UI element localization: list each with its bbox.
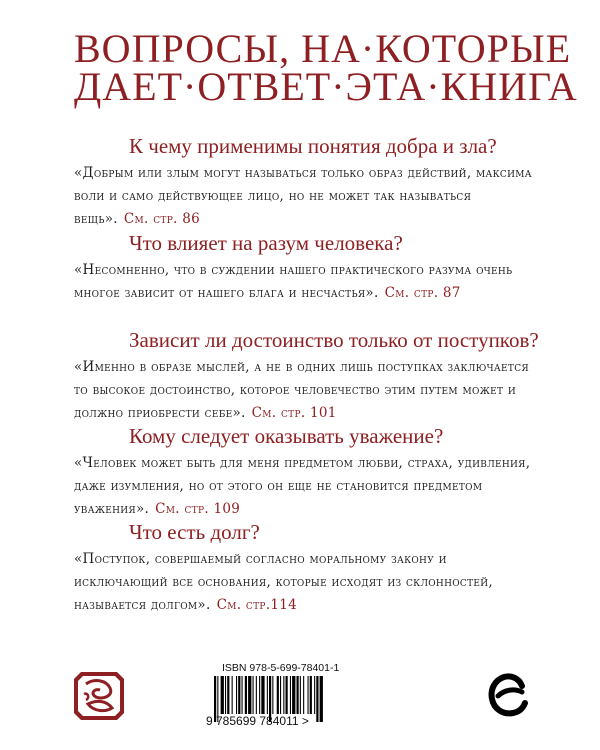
page-title	[74, 26, 578, 109]
qa-block	[74, 328, 544, 425]
page-reference: См. стр.114	[216, 597, 298, 613]
answer	[74, 162, 544, 231]
question: Зависит ли достоинство только от поступков?	[129, 328, 539, 352]
qa-block	[74, 424, 544, 521]
answer-text: «Поступок, совершаемый согласно моральному закону и исключающий все основания, которые исходят из склонностей, называется долгом».	[74, 551, 494, 613]
barcode-bar	[277, 676, 279, 714]
barcode-bar	[310, 676, 312, 714]
barcode-bar	[232, 676, 233, 714]
page-reference: См. стр. 101	[251, 405, 337, 421]
barcode-bar	[272, 676, 273, 714]
qa-block	[74, 231, 544, 305]
isbn-label: ISBN 978-5-699-78401-1	[222, 662, 340, 674]
barcode-bar	[259, 676, 260, 714]
publisher-emblem-icon	[72, 670, 126, 722]
barcode-bar	[238, 676, 240, 714]
answer	[74, 452, 544, 521]
barcode-bar	[303, 676, 304, 714]
answer	[74, 259, 544, 305]
barcode-bar	[292, 676, 295, 714]
question: Что есть долг?	[129, 520, 260, 544]
barcode-bar	[290, 676, 291, 714]
barcode-bar	[236, 676, 237, 714]
barcode-bar	[283, 676, 284, 714]
barcode-bar	[308, 676, 309, 714]
barcode-bar	[286, 676, 288, 714]
barcode-digits: 9 785699 784011 >	[206, 714, 309, 728]
qa-block	[74, 134, 544, 231]
title-line-2: ДАЕТ·ОТВЕТ·ЭТА·КНИГА	[74, 64, 578, 109]
answer-text: «Именно в образе мыслей, а не в одних лишь поступках заключается то высокое достоинство, которое человечество этим путем может и должно приобрести себе».	[74, 359, 529, 421]
barcode-bar	[227, 676, 229, 714]
eksmo-e-icon	[486, 672, 530, 718]
page-reference: См. стр. 86	[123, 211, 201, 227]
barcode-bar	[280, 676, 281, 714]
answer	[74, 356, 544, 425]
barcode-bar	[242, 676, 243, 714]
page-reference: См. стр. 87	[384, 285, 461, 301]
answer-text: «Человек может быть для меня предметом любви, страха, удивления, даже изумления, но от этого он еще не становится предметом уважения».	[74, 455, 531, 517]
question: К чему применимы понятия добра и зла?	[129, 134, 497, 158]
barcode-bar	[245, 676, 247, 714]
barcode-bar	[256, 676, 257, 714]
barcode-bar	[225, 676, 226, 714]
question: Что влияет на разум человека?	[129, 231, 403, 255]
answer	[74, 548, 544, 617]
barcode-bar	[248, 676, 251, 714]
barcode-bar	[221, 676, 224, 714]
answer-text: «Несомненно, что в суждении нашего практического разума очень многое зависит от нашего блага и несчастья».	[74, 262, 513, 301]
barcode-bar	[314, 676, 315, 714]
barcode-bar	[267, 676, 268, 714]
barcode-bar	[297, 676, 299, 714]
question: Кому следует оказывать уважение?	[129, 424, 444, 448]
barcode-bar	[253, 676, 254, 714]
qa-block	[74, 520, 544, 617]
title-line-1: ВОПРОСЫ, НА·КОТОРЫЕ	[74, 26, 572, 71]
answer-text: «Добрым или злым могут называться только образ действий, максима воли и само действующее лицо, но не может так называться вещь».	[74, 165, 532, 227]
page-reference: См. стр. 109	[155, 501, 241, 517]
barcode-bar	[300, 676, 301, 714]
barcode-bar	[261, 676, 264, 714]
